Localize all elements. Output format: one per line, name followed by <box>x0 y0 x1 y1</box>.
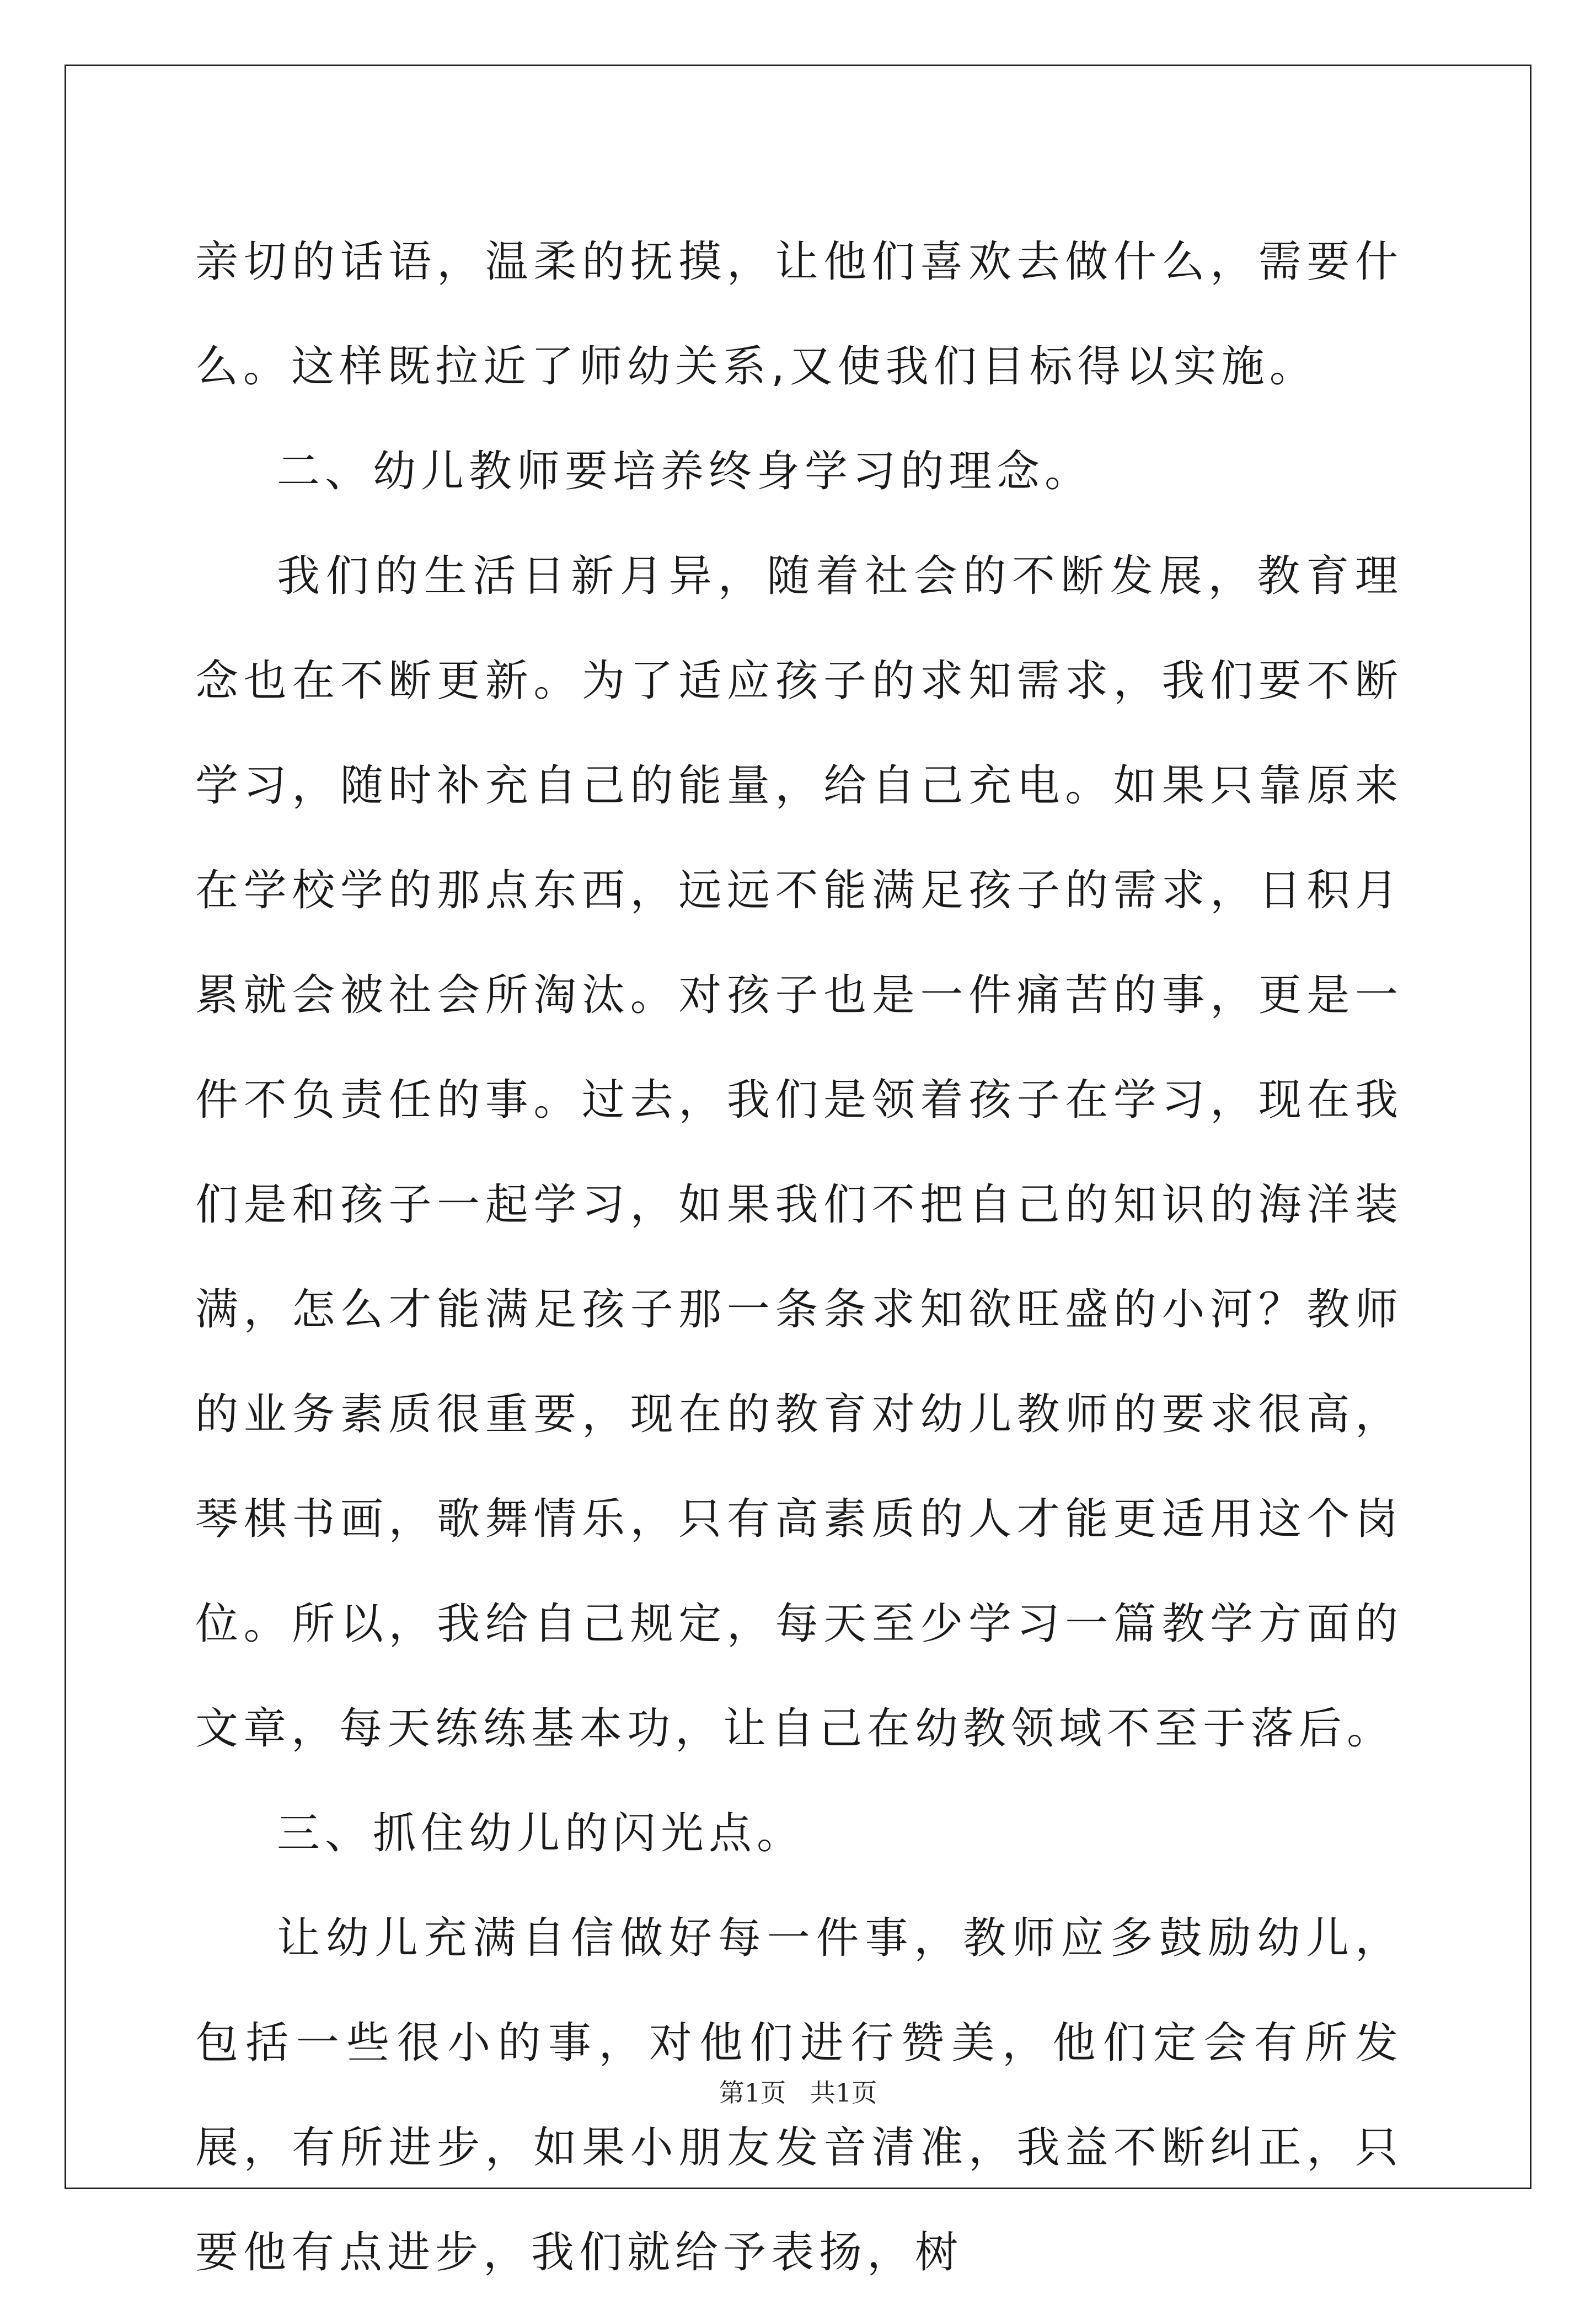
paragraph-lifelong-learning: 我们的生活日新月异，随着社会的不断发展，教育理念也在不断更新。为了适应孩子的求知需求，我们要不断学习，随时补充自己的能量，给自己充电。如果只靠原来在学校学的那点东西，远远不能满足孩子的需求，日积月累就会被社会所淘汰。对孩子也是一件痛苦的事，更是一件不负责任的事。过去，我们是领着孩子在学习，现在我们是和孩子一起学习，如果我们不把自己的知识的海洋装满，怎么才能满足孩子那一条条求知欲旺盛的小河？教师的业务素质很重要，现在的教育对幼儿教师的要求很高，琴棋书画，歌舞情乐，只有高素质的人才能更适用这个岗位。所以，我给自己规定，每天至少学习一篇教学方面的文章，每天练练基本功，让自己在幼教领域不至于落后。 <box>195 551 1403 1754</box>
paragraph-1: 亲切的话语，温柔的抚摸，让他们喜欢去做什么，需要什么。这样既拉近了师幼关系,又使我们目标得以实施。 <box>195 237 1403 392</box>
page-footer: 第1页 共1页 <box>719 2078 877 2108</box>
heading-highlights: 三、抓住幼儿的闪光点。 <box>277 1809 805 1858</box>
heading-lifelong-learning: 二、幼儿教师要培养终身学习的理念。 <box>277 447 1093 496</box>
document-body <box>195 210 1403 2305</box>
paragraph-highlights: 让幼儿充满自信做好每一件事，教师应多鼓励幼儿，包括一些很小的事，对他们进行赞美，他们定会有所发展，有所进步，如果小朋友发音清准，我益不断纠正，只要他有点进步，我们就给予表扬，树 <box>195 1913 1403 2277</box>
